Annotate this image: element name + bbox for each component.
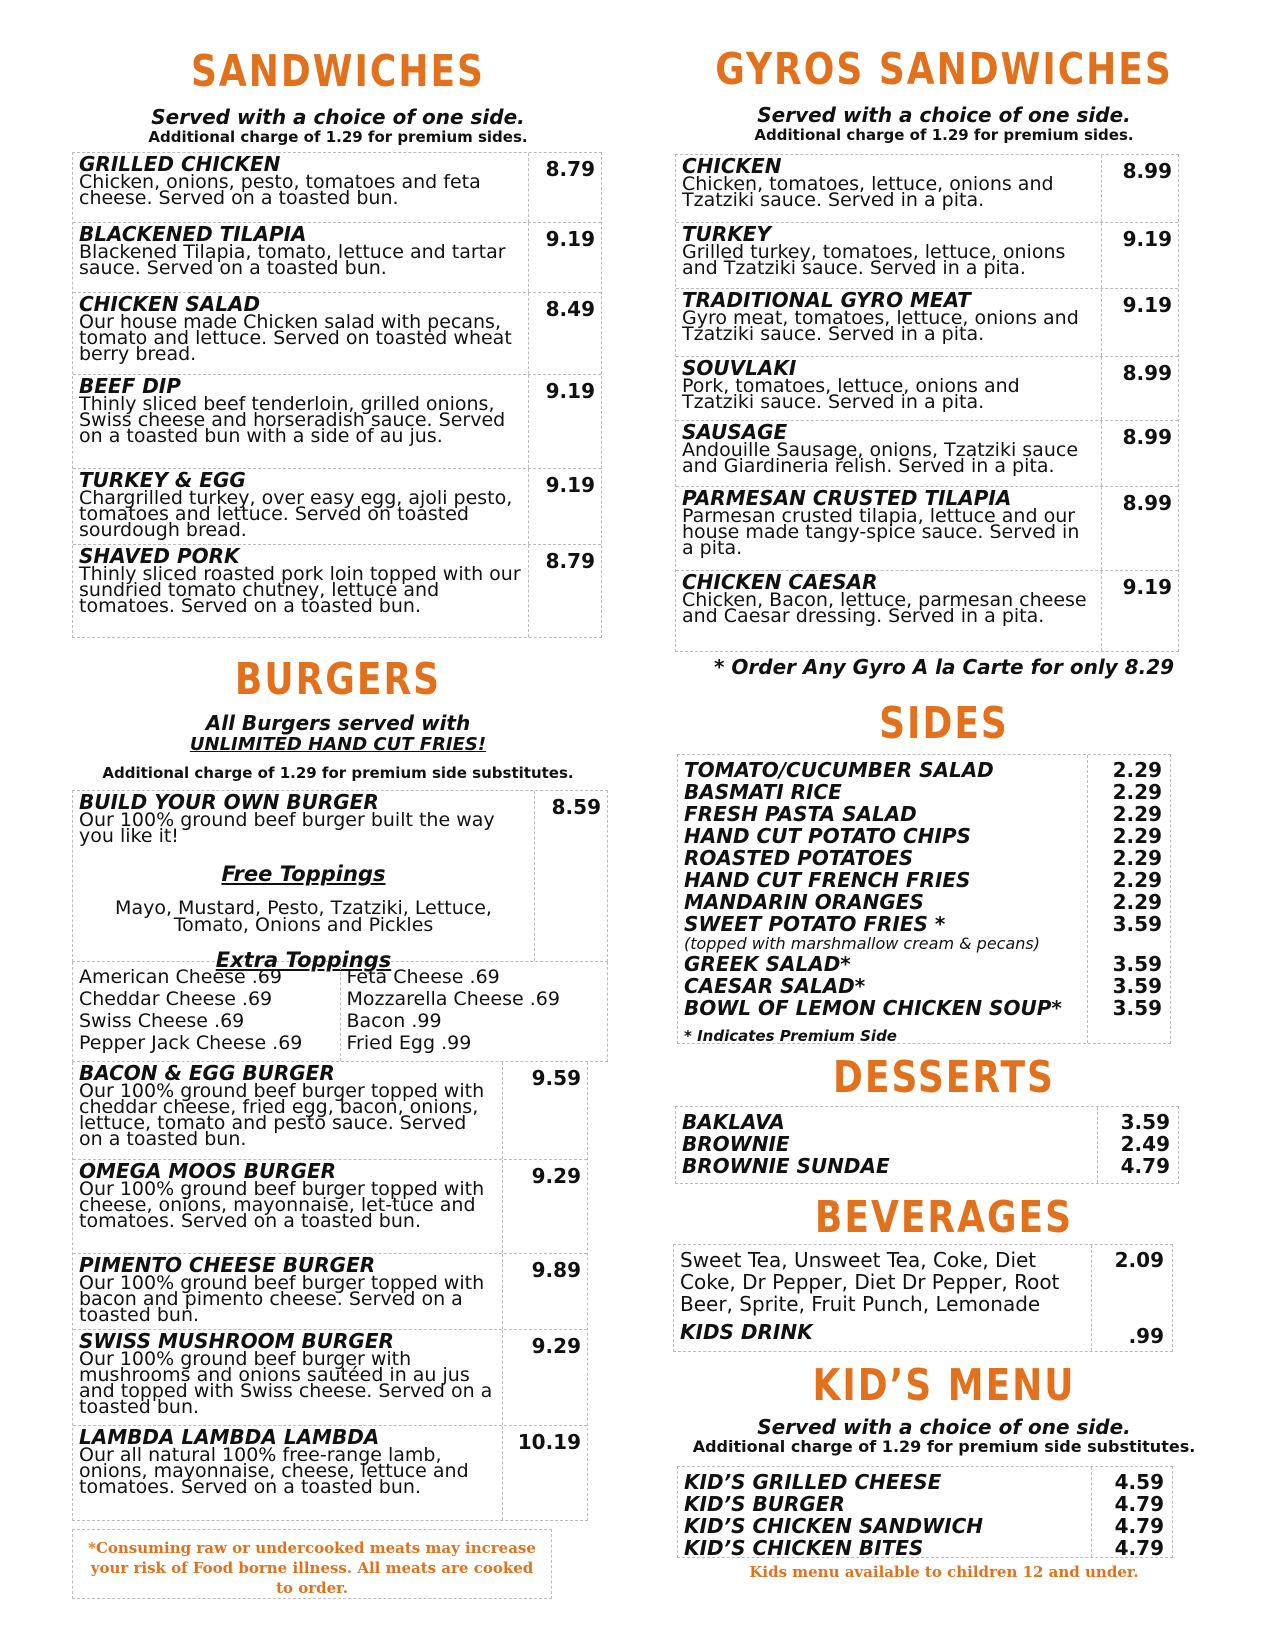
menu-item <box>73 1160 587 1254</box>
item-price: 9.19 <box>545 379 595 403</box>
item-price: 9.19 <box>1122 293 1172 317</box>
item-desc: Our all natural 100% free-range lamb, onions, mayonnaise, cheese, lettuce and tomatoes. Served on a toasted bun. <box>79 1444 469 1498</box>
kids-price: 4.79 <box>1114 1492 1164 1516</box>
side-item: HAND CUT FRENCH FRIES <box>684 868 971 892</box>
sandwiches-note: Additional charge of 1.29 for premium sides. <box>148 128 528 146</box>
dessert-price: 4.79 <box>1120 1154 1170 1178</box>
dessert-item: BAKLAVA <box>682 1110 785 1134</box>
dessert-price: 3.59 <box>1120 1110 1170 1134</box>
menu-item <box>676 155 1178 223</box>
menu-item <box>73 223 601 293</box>
side-price: 2.29 <box>1112 824 1162 848</box>
item-desc: Our 100% ground beef burger built the way you like it! <box>79 809 495 847</box>
kids-drink-price: .99 <box>1128 1324 1164 1348</box>
item-name: TURKEY & EGG <box>79 468 246 492</box>
item-price: 8.59 <box>551 795 601 819</box>
sweet-potato-note: (topped with marshmallow cream & pecans) <box>684 934 1040 953</box>
side-item: HAND CUT POTATO CHIPS <box>684 824 971 848</box>
menu-item <box>73 545 601 637</box>
side-price: 3.59 <box>1112 912 1162 936</box>
side-item: GREEK SALAD* <box>684 952 851 976</box>
item-desc: Chargrilled turkey, over easy egg, ajoli pesto, tomatoes and lettuce. Served on toasted sourdough bread. <box>79 487 513 541</box>
side-item: BASMATI RICE <box>684 780 842 804</box>
item-price: 9.59 <box>531 1066 581 1090</box>
item-name: CHICKEN SALAD <box>79 292 261 316</box>
topping: Cheddar Cheese .69 <box>79 988 273 1010</box>
side-price: 2.29 <box>1112 868 1162 892</box>
byo-burger-box <box>72 790 608 972</box>
left-column <box>72 0 604 1599</box>
side-item: FRESH PASTA SALAD <box>684 802 917 826</box>
sides-list <box>677 754 1171 1044</box>
kids-subtitle: Served with a choice of one side. <box>757 1415 1131 1439</box>
beverage-price: 2.09 <box>1114 1248 1164 1272</box>
burgers-subtitle-fries: UNLIMITED HAND CUT FRIES! <box>189 734 487 755</box>
gyros-subtitle: Served with a choice of one side. <box>757 103 1131 127</box>
item-desc: Andouille Sausage, onions, Tzatziki sauce and Giardineria relish. Served in a pita. <box>682 439 1079 477</box>
item-price: 8.79 <box>545 549 595 573</box>
side-price: 2.29 <box>1112 890 1162 914</box>
item-desc: Gyro meat, tomatoes, lettuce, onions and Tzatziki sauce. Served in a pita. <box>682 307 1079 345</box>
menu-item <box>73 1254 587 1330</box>
side-item: CAESAR SALAD* <box>684 974 866 998</box>
menu-item <box>73 1062 587 1160</box>
menu-item <box>676 357 1178 421</box>
item-name: LAMBDA LAMBDA LAMBDA <box>79 1425 380 1449</box>
sandwiches-subtitle: Served with a choice of one side. <box>151 105 525 129</box>
item-desc: Our 100% ground beef burger topped with cheddar cheese, fried egg, bacon, onions, lettuce, tomato and pesto sauce. Served on a toasted bun. <box>79 1080 485 1150</box>
item-desc: Grilled turkey, tomatoes, lettuce, onions and Tzatziki sauce. Served in a pita. <box>682 241 1066 279</box>
item-desc: Our 100% ground beef burger topped with bacon and pimento cheese. Served on a toasted bun. <box>79 1272 485 1326</box>
item-price: 8.99 <box>1122 361 1172 385</box>
dessert-item: BROWNIE SUNDAE <box>682 1154 890 1178</box>
item-name: PIMENTO CHEESE BURGER <box>79 1253 376 1277</box>
item-desc: Blackened Tilapia, tomato, lettuce and tartar sauce. Served on a toasted bun. <box>79 241 506 279</box>
menu-item <box>676 571 1178 651</box>
free-toppings-title: Free Toppings <box>221 862 386 886</box>
item-price: 8.99 <box>1122 159 1172 183</box>
kids-note: Additional charge of 1.29 for premium side substitutes. <box>692 1437 1196 1456</box>
menu-item <box>73 375 601 469</box>
item-name: TRADITIONAL GYRO MEAT <box>682 288 971 312</box>
dessert-price: 2.49 <box>1120 1132 1170 1156</box>
item-desc: Pork, tomatoes, lettuce, onions and Tzatziki sauce. Served in a pita. <box>682 375 1020 413</box>
item-price: 9.19 <box>1122 227 1172 251</box>
menu-item <box>73 1426 587 1520</box>
menu-item <box>73 153 601 223</box>
item-price: 9.89 <box>531 1258 581 1282</box>
gyros-note: Additional charge of 1.29 for premium sides. <box>754 126 1134 144</box>
burgers-note: Additional charge of 1.29 for premium side substitutes. <box>102 764 574 782</box>
item-price: 8.99 <box>1122 425 1172 449</box>
premium-side-note: * Indicates Premium Side <box>684 1027 897 1045</box>
beverage-list: Sweet Tea, Unsweet Tea, Coke, Diet Coke, Dr Pepper, Diet Dr Pepper, Root Beer, Sprite, Fruit Punch, Lemonade <box>680 1248 1060 1316</box>
raw-meat-warning-box <box>72 1529 552 1599</box>
item-name: PARMESAN CRUSTED TILAPIA <box>682 486 1012 510</box>
menu-item <box>676 223 1178 289</box>
side-price: 2.29 <box>1112 780 1162 804</box>
free-toppings-list: Mayo, Mustard, Pesto, Tzatziki, Lettuce, Tomato, Onions and Pickles <box>115 897 492 936</box>
item-name: GRILLED CHICKEN <box>79 152 281 176</box>
side-price: 3.59 <box>1112 952 1162 976</box>
item-name: SAUSAGE <box>682 420 788 444</box>
menu-item <box>676 289 1178 357</box>
topping: Swiss Cheese .69 <box>79 1010 245 1032</box>
kids-price: 4.79 <box>1114 1514 1164 1538</box>
kids-price: 4.59 <box>1114 1470 1164 1494</box>
item-price: 9.19 <box>545 227 595 251</box>
kids-price: 4.79 <box>1114 1536 1164 1560</box>
kids-drink: KIDS DRINK <box>680 1320 813 1344</box>
kids-age-note: Kids menu available to children 12 and under. <box>749 1563 1139 1581</box>
kids-item: KID’S CHICKEN SANDWICH <box>684 1514 984 1538</box>
burgers-subtitle: All Burgers served with <box>205 711 471 735</box>
sandwiches-title: SANDWICHES <box>191 47 485 97</box>
kids-list <box>677 1466 1173 1558</box>
menu-item <box>73 1330 587 1426</box>
item-desc: Thinly sliced roasted pork loin topped with our sundried tomato chutney, lettuce and tomatoes. Served on a toasted bun. <box>79 563 521 617</box>
menu-item <box>73 469 601 545</box>
item-name: TURKEY <box>682 222 771 246</box>
side-item: ROASTED POTATOES <box>684 846 914 870</box>
menu-item <box>676 421 1178 487</box>
menu-item <box>73 293 601 375</box>
side-item: MANDARIN ORANGES <box>684 890 924 914</box>
topping: Bacon .99 <box>346 1010 442 1032</box>
topping: Pepper Jack Cheese .69 <box>79 1032 303 1054</box>
right-column <box>675 0 1213 1582</box>
item-desc: Chicken, onions, pesto, tomatoes and feta cheese. Served on a toasted bun. <box>79 171 481 209</box>
item-desc: Chicken, Bacon, lettuce, parmesan cheese and Caesar dressing. Served in a pita. <box>682 589 1087 627</box>
item-desc: Our house made Chicken salad with pecans, tomato and lettuce. Served on toasted wheat berry bread. <box>79 311 512 365</box>
item-desc: Thinly sliced beef tenderloin, grilled onions, Swiss cheese and horseradish sauce. Served on a toasted bun with a side of au jus. <box>79 393 506 447</box>
item-price: 8.49 <box>545 297 595 321</box>
side-price: 3.59 <box>1112 996 1162 1020</box>
extra-toppings-box <box>72 962 608 1062</box>
raw-meat-warning: *Consuming raw or undercooked meats may increase your risk of Food borne illness. All meats are cooked to order. <box>88 1539 536 1597</box>
gyros-list <box>675 154 1179 652</box>
desserts-list <box>675 1106 1179 1184</box>
item-name: CHICKEN <box>682 154 782 178</box>
item-price: 8.79 <box>545 157 595 181</box>
side-price: 3.59 <box>1112 974 1162 998</box>
sides-title: SIDES <box>879 699 1009 749</box>
side-price: 2.29 <box>1112 846 1162 870</box>
sandwiches-list <box>72 152 602 638</box>
topping: Feta Cheese .69 <box>346 966 500 988</box>
item-name: OMEGA MOOS BURGER <box>79 1159 337 1183</box>
item-price: 9.19 <box>1122 575 1172 599</box>
side-item: SWEET POTATO FRIES * <box>684 912 946 936</box>
item-name: SWISS MUSHROOM BURGER <box>79 1329 394 1353</box>
item-name: SHAVED PORK <box>79 544 240 568</box>
item-name: CHICKEN CAESAR <box>682 570 878 594</box>
item-price: 9.29 <box>531 1164 581 1188</box>
kids-title: KID’S MENU <box>812 1361 1076 1411</box>
side-item: BOWL OF LEMON CHICKEN SOUP* <box>684 996 1062 1020</box>
side-price: 2.29 <box>1112 758 1162 782</box>
gyros-title: GYROS SANDWICHES <box>715 45 1173 95</box>
item-name: BLACKENED TILAPIA <box>79 222 307 246</box>
item-price: 10.19 <box>517 1430 581 1454</box>
item-name: BACON & EGG BURGER <box>79 1061 335 1085</box>
topping: Fried Egg .99 <box>346 1032 472 1054</box>
item-desc: Parmesan crusted tilapia, lettuce and our house made tangy-spice sauce. Served in a pita. <box>682 505 1080 559</box>
beverages-title: BEVERAGES <box>814 1193 1074 1243</box>
item-desc: Our 100% ground beef burger with mushrooms and onions sautéed in au jus and topped with Swiss cheese. Served on a toasted bun. <box>79 1348 493 1418</box>
topping: Mozzarella Cheese .69 <box>346 988 560 1010</box>
item-price: 8.99 <box>1122 491 1172 515</box>
side-price: 2.29 <box>1112 802 1162 826</box>
menu-item <box>676 487 1178 571</box>
desserts-title: DESSERTS <box>833 1053 1055 1103</box>
gyro-a-la-carte-note: * Order Any Gyro A la Carte for only 8.29 <box>713 655 1175 679</box>
beverages-box <box>673 1244 1173 1352</box>
item-price: 9.29 <box>531 1334 581 1358</box>
item-name: BEEF DIP <box>79 374 181 398</box>
kids-item: KID’S BURGER <box>684 1492 845 1516</box>
item-name: SOUVLAKI <box>682 356 797 380</box>
kids-item: KID’S GRILLED CHEESE <box>684 1470 942 1494</box>
item-price: 9.19 <box>545 473 595 497</box>
item-desc: Our 100% ground beef burger topped with cheese, onions, mayonnaise, let-tuce and tomatoes. Served on a toasted bun. <box>79 1178 485 1232</box>
side-item: TOMATO/CUCUMBER SALAD <box>684 758 994 782</box>
extra-toppings-title: Extra Toppings <box>215 948 392 972</box>
item-name: BUILD YOUR OWN BURGER <box>79 790 379 814</box>
topping: American Cheese .69 <box>79 966 282 988</box>
dessert-item: BROWNIE <box>682 1132 790 1156</box>
kids-item: KID’S CHICKEN BITES <box>684 1536 924 1560</box>
burgers-title: BURGERS <box>234 655 442 705</box>
burgers-list <box>72 1062 588 1521</box>
item-desc: Chicken, tomatoes, lettuce, onions and Tzatziki sauce. Served in a pita. <box>682 173 1054 211</box>
